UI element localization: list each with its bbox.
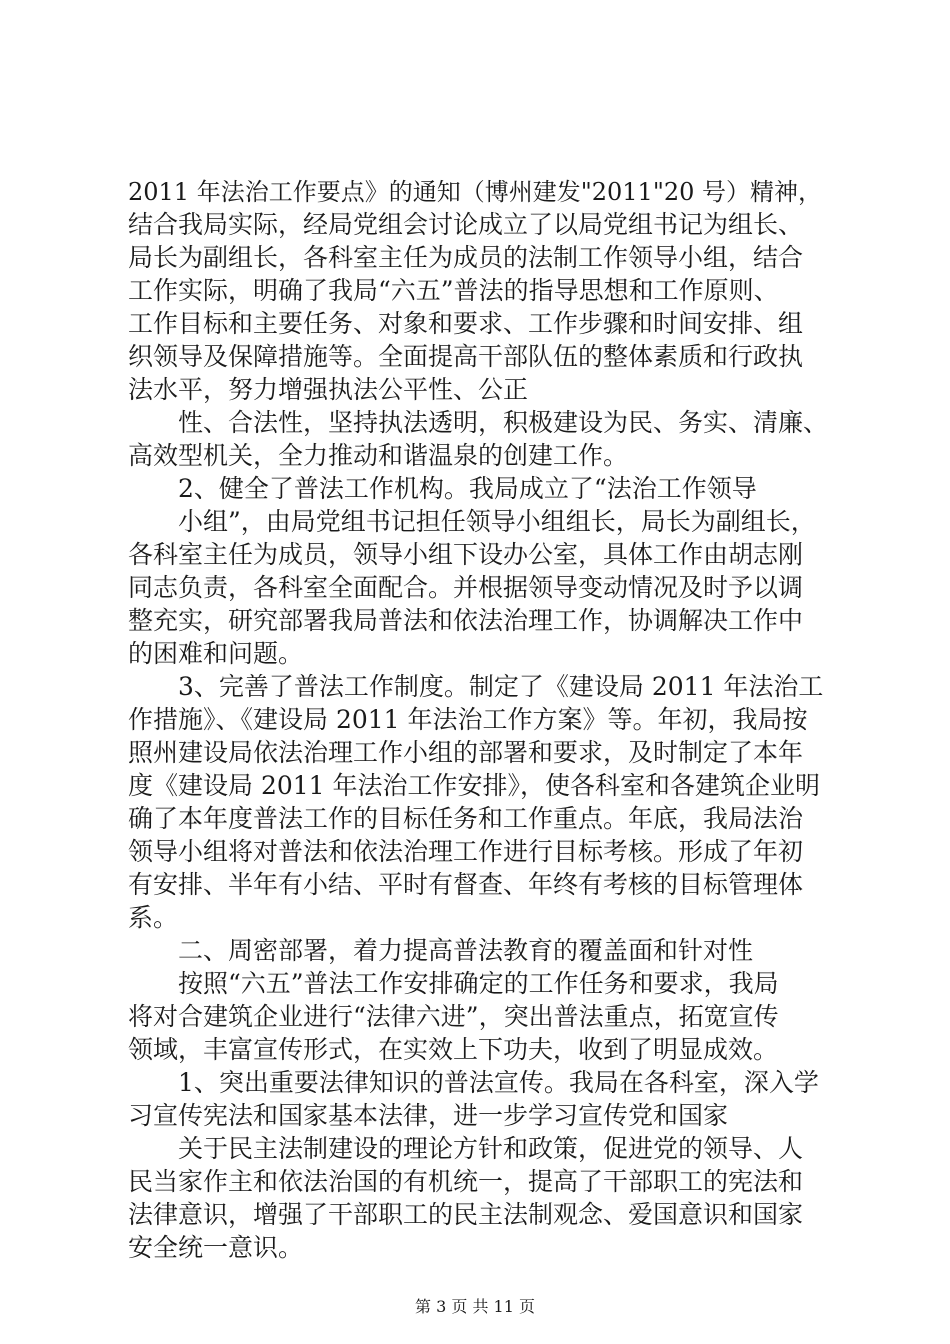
text-line: 织领导及保障措施等。全面提高干部队伍的整体素质和行政执 bbox=[128, 342, 804, 371]
text-line: 按照“六五”普法工作安排确定的工作任务和要求，我局 bbox=[178, 969, 779, 998]
text-line: 民当家作主和依法治国的有机统一，提高了干部职工的宪法和 bbox=[128, 1167, 804, 1196]
text-line: 领导小组将对普法和依法治理工作进行目标考核。形成了年初 bbox=[128, 837, 804, 866]
text-line: 作措施》、《建设局 2011 年法治工作方案》等。年初，我局按 bbox=[128, 705, 808, 734]
text-line: 领域，丰富宣传形式，在实效上下功夫，收到了明显成效。 bbox=[128, 1035, 779, 1064]
text-line: 结合我局实际，经局党组会讨论成立了以局党组书记为组长、 bbox=[128, 210, 804, 239]
text-line: 整充实，研究部署我局普法和依法治理工作，协调解决工作中 bbox=[128, 606, 804, 635]
text-line: 有安排、半年有小结、平时有督查、年终有考核的目标管理体 bbox=[128, 870, 804, 899]
page-footer: 第 3 页 共 11 页 bbox=[415, 1297, 535, 1316]
text-line: 确了本年度普法工作的目标任务和工作重点。年底，我局法治 bbox=[128, 804, 804, 833]
text-line: 的困难和问题。 bbox=[128, 639, 304, 668]
text-line: 工作实际，明确了我局“六五”普法的指导思想和工作原则、 bbox=[128, 276, 779, 305]
text-line: 同志负责，各科室全面配合。并根据领导变动情况及时予以调 bbox=[128, 573, 804, 602]
text-line: 将对合建筑企业进行“法律六进”，突出普法重点，拓宽宣传 bbox=[128, 1002, 779, 1031]
text-line: 3、完善了普法工作制度。制定了《建设局 2011 年法治工 bbox=[178, 672, 824, 701]
text-line: 性、合法性，坚持执法透明，积极建设为民、务实、清廉、 bbox=[178, 408, 828, 437]
text-line: 2、健全了普法工作机构。我局成立了“法治工作领导 bbox=[178, 474, 757, 503]
text-line: 照州建设局依法治理工作小组的部署和要求，及时制定了本年 bbox=[128, 738, 804, 767]
text-line: 度《建设局 2011 年法治工作安排》，使各科室和各建筑企业明 bbox=[128, 771, 821, 800]
text-line: 法水平，努力增强执法公平性、公正 bbox=[128, 375, 529, 404]
text-line: 小组”，由局党组书记担任领导小组组长，局长为副组长， bbox=[178, 507, 816, 536]
text-line: 高效型机关，全力推动和谐温泉的创建工作。 bbox=[128, 441, 629, 470]
text-line: 系。 bbox=[128, 903, 179, 932]
text-line: 2011 年法治工作要点》的通知（博州建发"2011"20 号）精神， bbox=[128, 178, 823, 206]
text-line: 二、周密部署，着力提高普法教育的覆盖面和针对性 bbox=[178, 936, 754, 965]
text-line: 关于民主法制建设的理论方针和政策，促进党的领导、人 bbox=[178, 1134, 804, 1163]
text-line: 工作目标和主要任务、对象和要求、工作步骤和时间安排、组 bbox=[128, 309, 804, 338]
text-line: 法律意识，增强了干部职工的民主法制观念、爱国意识和国家 bbox=[128, 1200, 804, 1229]
text-line: 安全统一意识。 bbox=[128, 1233, 304, 1262]
text-line: 各科室主任为成员，领导小组下设办公室，具体工作由胡志刚 bbox=[128, 540, 804, 569]
text-line: 1、突出重要法律知识的普法宣传。我局在各科室，深入学 bbox=[178, 1068, 819, 1097]
text-line: 习宣传宪法和国家基本法律，进一步学习宣传党和国家 bbox=[128, 1101, 729, 1130]
text-line: 局长为副组长，各科室主任为成员的法制工作领导小组，结合 bbox=[128, 243, 804, 272]
